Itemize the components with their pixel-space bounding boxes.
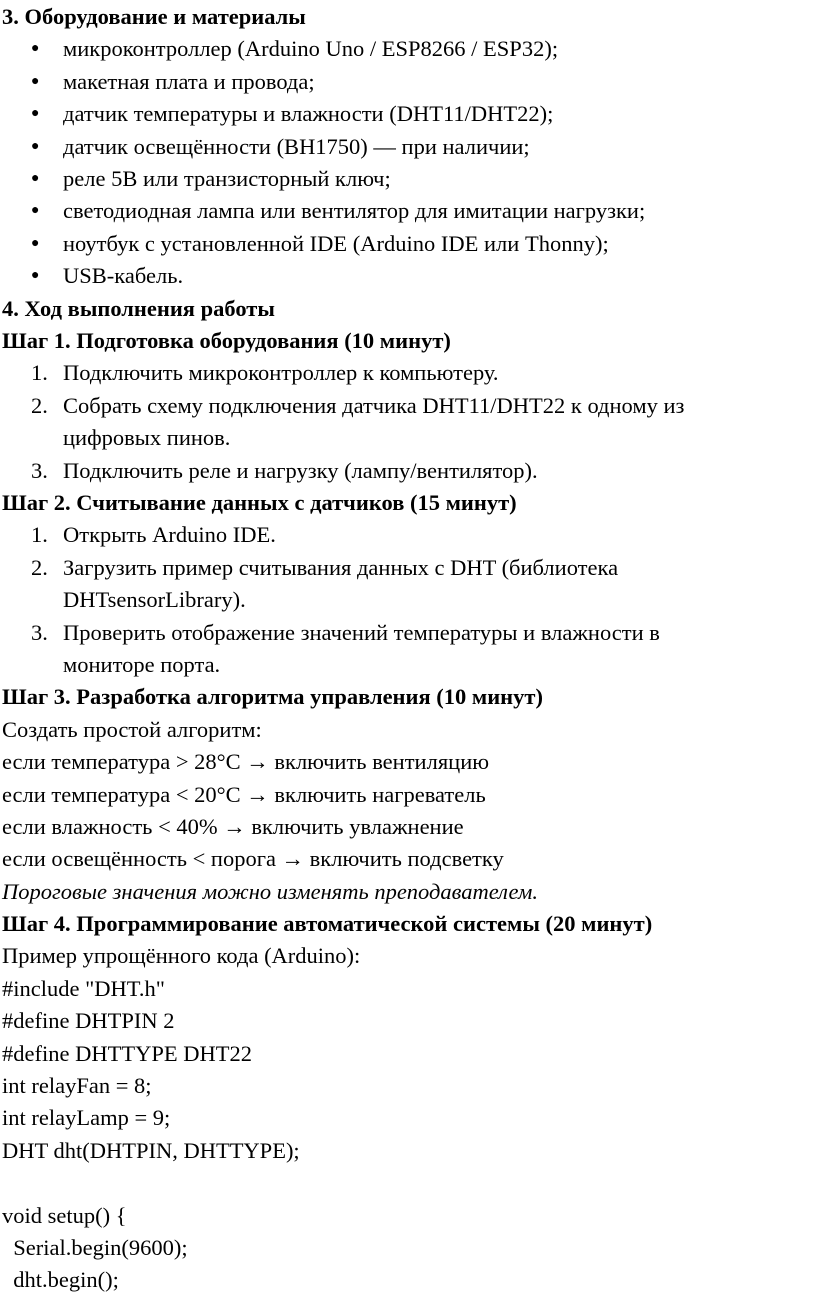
algorithm-intro: Создать простой алгоритм: <box>2 716 262 742</box>
bullet-icon: ● <box>31 106 40 122</box>
equipment-list-item <box>0 260 816 292</box>
step-1-list-item <box>0 455 753 487</box>
list-number: 3. <box>31 457 48 483</box>
code-block <box>0 973 816 1297</box>
equipment-list <box>0 33 816 292</box>
list-number: 1. <box>31 522 48 548</box>
code-line: dht.begin(); <box>2 1267 119 1293</box>
step-1-list <box>0 357 816 487</box>
equipment-list-item <box>0 33 816 65</box>
step-1-heading: Шаг 1. Подготовка оборудования (10 минут) <box>2 327 451 353</box>
algorithm-rule: если температура < 20°C → включить нагреватель <box>2 781 486 807</box>
algorithm-rule: если температура > 28°C → включить вентиляцию <box>2 749 490 775</box>
step-2-list-item <box>0 552 753 617</box>
step-2-list-item <box>0 617 753 682</box>
code-line: int relayLamp = 9; <box>2 1105 171 1131</box>
code-intro: Пример упрощённого кода (Arduino): <box>2 943 361 969</box>
equipment-list-item <box>0 66 816 98</box>
step-2-heading: Шаг 2. Считывание данных с датчиков (15 минут) <box>2 489 517 515</box>
code-line: #define DHTPIN 2 <box>2 1008 175 1034</box>
algorithm-rule: если освещённость < порога → включить подсветку <box>2 846 504 872</box>
equipment-item-text: датчик освещённости (BH1750) — при наличии; <box>63 133 530 159</box>
equipment-list-item <box>0 228 816 260</box>
algorithm-rule: если влажность < 40% → включить увлажнение <box>2 813 464 839</box>
section-4-heading: 4. Ход выполнения работы <box>2 295 275 321</box>
equipment-list-item <box>0 131 816 163</box>
list-item-text: Подключить реле и нагрузку (лампу/вентилятор). <box>63 457 538 483</box>
list-number: 3. <box>31 619 48 645</box>
equipment-item-text: USB-кабель. <box>63 263 184 289</box>
list-item-text: Собрать схему подключения датчика DHT11/DHT22 к одному из цифровых пинов. <box>63 392 685 451</box>
equipment-item-text: датчик температуры и влажности (DHT11/DHT22); <box>63 101 554 127</box>
step-1-list-item <box>0 357 753 389</box>
equipment-list-item <box>0 163 816 195</box>
step-2-list-item <box>0 519 753 551</box>
step-2-list <box>0 519 816 681</box>
equipment-item-text: макетная плата и провода; <box>63 68 315 94</box>
section-3-heading: 3. Оборудование и материалы <box>2 4 306 29</box>
bullet-icon: ● <box>31 138 40 154</box>
equipment-item-text: светодиодная лампа или вентилятор для имитации нагрузки; <box>63 198 646 224</box>
equipment-item-text: реле 5В или транзисторный ключ; <box>63 165 391 191</box>
bullet-icon: ● <box>31 268 40 284</box>
list-item-text: Подключить микроконтроллер к компьютеру. <box>63 360 499 386</box>
step-3-heading: Шаг 3. Разработка алгоритма управления (10 минут) <box>2 684 543 710</box>
equipment-list-item <box>0 98 816 130</box>
code-line: DHT dht(DHTPIN, DHTTYPE); <box>2 1137 300 1163</box>
step-4-heading: Шаг 4. Программирование автоматической системы (20 минут) <box>2 911 653 937</box>
list-number: 1. <box>31 360 48 386</box>
bullet-icon: ● <box>31 41 40 57</box>
list-item-text: Проверить отображение значений температуры и влажности в мониторе порта. <box>63 619 660 677</box>
bullet-icon: ● <box>31 73 40 89</box>
list-item-text: Открыть Arduino IDE. <box>63 522 276 548</box>
bullet-icon: ● <box>31 235 40 251</box>
bullet-icon: ● <box>31 203 40 219</box>
equipment-list-item <box>0 195 816 227</box>
equipment-item-text: ноутбук с установленной IDE (Arduino IDE или Thonny); <box>63 230 609 256</box>
code-blank-line <box>0 1167 816 1199</box>
code-line: Serial.begin(9600); <box>2 1234 188 1260</box>
threshold-note: Пороговые значения можно изменять преподавателем. <box>2 878 538 904</box>
list-number: 2. <box>31 392 48 418</box>
step-1-list-item <box>0 390 753 455</box>
code-line: #include "DHT.h" <box>2 975 165 1001</box>
list-item-text: Загрузить пример считывания данных с DHT (библиотека DHTsensorLibrary). <box>63 554 619 613</box>
code-line: void setup() { <box>2 1202 127 1228</box>
list-number: 2. <box>31 554 48 580</box>
code-line: #define DHTTYPE DHT22 <box>2 1040 252 1066</box>
code-line: int relayFan = 8; <box>2 1073 152 1099</box>
bullet-icon: ● <box>31 170 40 186</box>
equipment-item-text: микроконтроллер (Arduino Uno / ESP8266 / ESP32); <box>63 36 559 62</box>
